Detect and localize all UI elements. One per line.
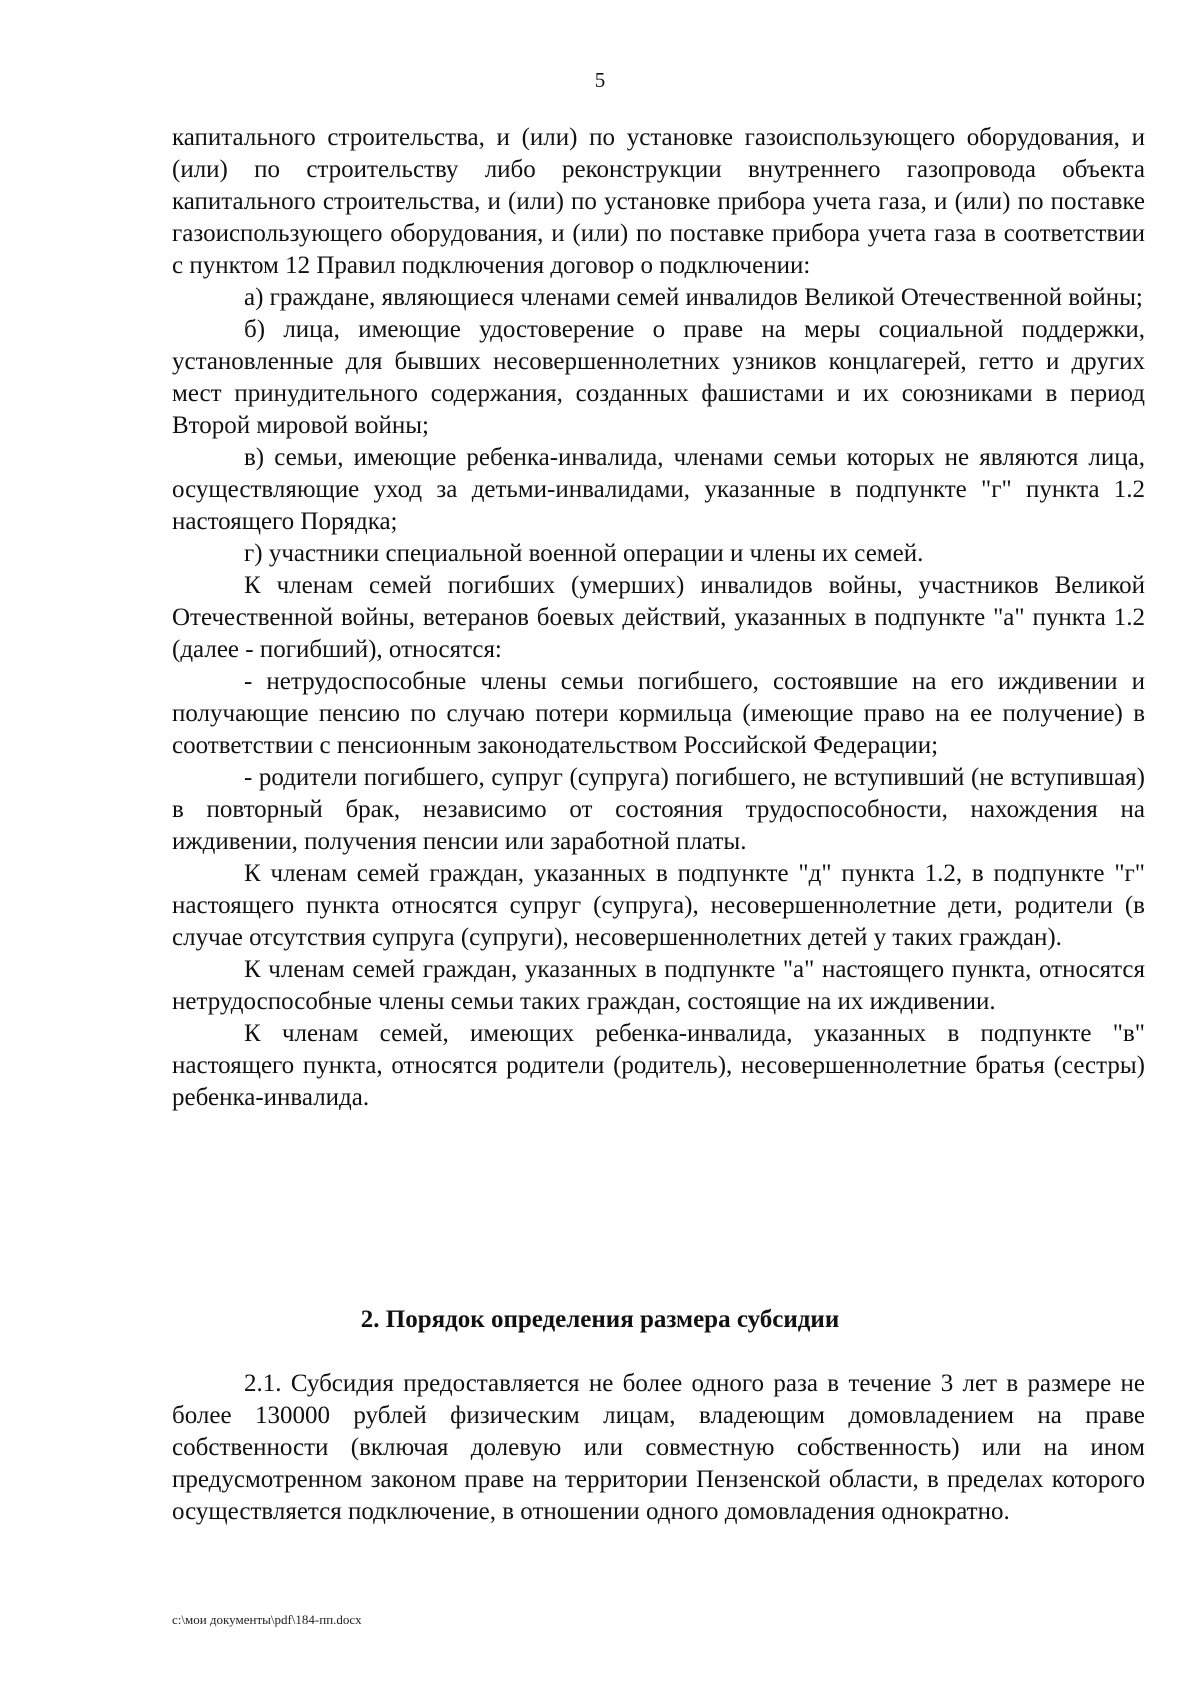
paragraph-item-g: г) участники специальной военной операции и члены их семей. bbox=[244, 540, 924, 567]
paragraph-family-disabled-child: К членам семей, имеющих ребенка-инвалида, указанных в подпункте "в" настоящего пункта, относятся родители (родитель), несовершеннолетние братья (сестры) ребенка-инвалида. bbox=[172, 1020, 1145, 1111]
paragraph-continuation: капитального строительства, и (или) по установке газоиспользующего оборудования, и (или) по строительству либо реконструкции внутреннего газопровода объекта капитального строительства, и (или) по установке прибора учета газа, и (или) по поставке газоиспользующего оборудования, и (или) по поставке прибора учета газа в соответствии с пунктом 12 Правил подключения договор о подключении: bbox=[172, 124, 1145, 279]
paragraph-item-a: а) граждане, являющиеся членами семей инвалидов Великой Отечественной войны; bbox=[244, 284, 1143, 311]
paragraph-item-v: в) семьи, имеющие ребенка-инвалида, членами семьи которых не являются лица, осуществляющие уход за детьми-инвалидами, указанные в подпункте "г" пункта 1.2 настоящего Порядка; bbox=[172, 444, 1145, 535]
paragraph-dash-disabled-members: - нетрудоспособные члены семьи погибшего, состоявшие на его иждивении и получающие пенсию по случаю потери кормильца (имеющие право на ее получение) в соответствии с пенсионным законодательством Российской Федерации; bbox=[172, 668, 1145, 759]
section-heading: 2. Порядок определения размера субсидии bbox=[360, 1306, 840, 1333]
body-text-top bbox=[172, 122, 1145, 1114]
body-text-bottom bbox=[172, 1368, 1145, 1528]
page-number: 5 bbox=[594, 68, 606, 92]
paragraph-item-b: б) лица, имеющие удостоверение о праве на меры социальной поддержки, установленные для бывших несовершеннолетних узников концлагерей, гетто и других мест принудительного содержания, созданных фашистами и их союзниками в период Второй мировой войны; bbox=[172, 316, 1145, 439]
paragraph-dash-parents-spouse: - родители погибшего, супруг (супруга) погибшего, не вступивший (не вступившая) в повторный брак, независимо от состояния трудоспособности, нахождения на иждивении, получения пенсии или заработной платы. bbox=[172, 764, 1145, 855]
paragraph-2-1: 2.1. Субсидия предоставляется не более одного раза в течение 3 лет в размере не более 130000 рублей физическим лицам, владеющим домовладением на праве собственности (включая долевую или совместную собственность) или на ином предусмотренном законом праве на территории Пензенской области, в пределах которого осуществляется подключение, в отношении одного домовладения однократно. bbox=[172, 1370, 1145, 1525]
paragraph-family-wwii-invalids: К членам семей граждан, указанных в подпункте "а" настоящего пункта, относятся нетрудоспособные члены семьи таких граждан, состоящие на их иждивении. bbox=[172, 956, 1145, 1015]
paragraph-family-deceased: К членам семей погибших (умерших) инвалидов войны, участников Великой Отечественной войны, ветеранов боевых действий, указанных в подпункте "а" пункта 1.2 (далее - погибший), относятся: bbox=[172, 572, 1145, 663]
paragraph-family-svo: К членам семей граждан, указанных в подпункте "д" пункта 1.2, в подпункте "г" настоящего пункта относятся супруг (супруга), несовершеннолетние дети, родители (в случае отсутствия супруга (супруги), несовершеннолетних детей у таких граждан). bbox=[172, 860, 1145, 951]
footer-file-path: c:\мои документы\pdf\184-пп.docx bbox=[172, 1612, 362, 1627]
